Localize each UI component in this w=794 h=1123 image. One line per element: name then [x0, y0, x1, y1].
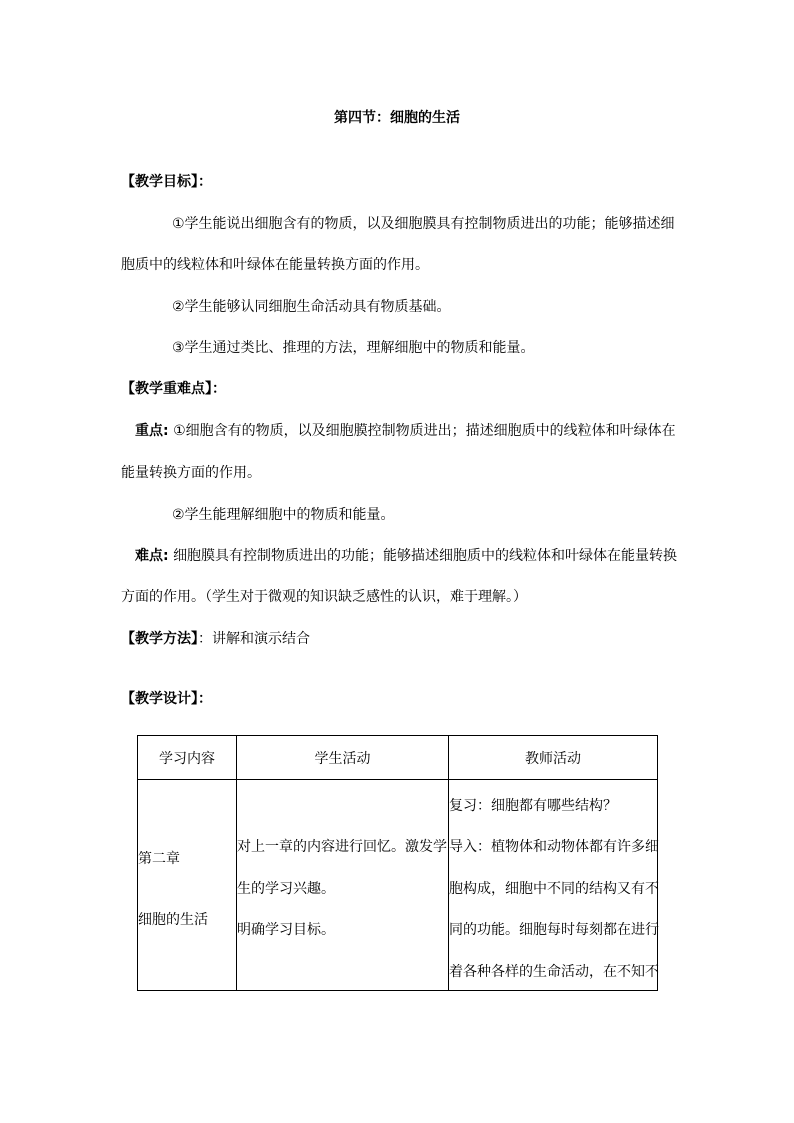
teacher-line-4: 同的功能。细胞每时每刻都在进行	[449, 922, 659, 938]
focus-label: 重点:	[135, 423, 169, 439]
difficulty-line-1	[135, 545, 677, 565]
difficulty-line-2: 方面的作用。（学生对于微观的知识缺乏感性的认识，难于理解。）	[121, 589, 527, 605]
methods-line	[121, 628, 310, 648]
key-points-heading-colon: ：	[212, 381, 226, 397]
cell-teacher-activity	[449, 780, 658, 991]
objectives-heading-label: 【教学目标】	[121, 174, 198, 190]
cell-student-activity	[237, 780, 449, 991]
design-heading	[121, 688, 212, 708]
teacher-line-1: 复习：细胞都有哪些结构？	[449, 798, 617, 814]
teacher-line-3: 胞构成，细胞中不同的结构又有不	[449, 881, 659, 897]
header-student-activity: 学生活动	[237, 736, 449, 780]
cell-content	[138, 780, 237, 991]
content-line-2: 细胞的生活	[138, 912, 208, 928]
focus-line-3: ②学生能理解细胞中的物质和能量。	[172, 507, 395, 523]
key-points-heading	[121, 378, 226, 398]
design-heading-label: 【教学设计】	[121, 691, 198, 707]
student-line-3: 明确学习目标。	[237, 922, 335, 938]
objectives-heading-colon: ：	[198, 174, 212, 190]
difficulty-text-1: 细胞膜具有控制物质进出的功能；能够描述细胞质中的线粒体和叶绿体在能量转换	[173, 548, 678, 564]
objectives-heading	[121, 171, 212, 191]
teacher-line-2: 导入：植物体和动物体都有许多细	[449, 839, 659, 855]
table-row	[138, 780, 658, 991]
header-content: 学习内容	[138, 736, 237, 780]
content-line-1: 第二章	[138, 851, 180, 867]
lesson-design-table	[137, 735, 658, 991]
student-line-1: 对上一章的内容进行回忆。激发学	[237, 839, 447, 855]
table-header-row	[138, 736, 658, 780]
methods-text: ：讲解和演示结合	[198, 631, 310, 647]
design-heading-colon: ：	[198, 691, 212, 707]
methods-heading: 【教学方法】	[121, 631, 198, 647]
header-teacher-activity: 教师活动	[449, 736, 658, 780]
focus-line-1	[135, 420, 676, 440]
student-line-2: 生的学习兴趣。	[237, 881, 335, 897]
focus-line-2: 能量转换方面的作用。	[121, 465, 261, 481]
objective-line-2: 胞质中的线粒体和叶绿体在能量转换方面的作用。	[121, 257, 429, 273]
teacher-line-5: 着各种各样的生命活动，在不知不	[449, 964, 659, 980]
objective-line-3: ②学生能够认同细胞生命活动具有物质基础。	[172, 299, 451, 315]
objective-line-1: ①学生能说出细胞含有的物质，以及细胞膜具有控制物质进出的功能；能够描述细	[172, 216, 675, 232]
focus-text-1: ①细胞含有的物质，以及细胞膜控制物质进出；描述细胞质中的线粒体和叶绿体在	[173, 423, 676, 439]
key-points-heading-label: 【教学重难点】	[121, 381, 212, 397]
objective-line-4: ③学生通过类比、推理的方法，理解细胞中的物质和能量。	[172, 340, 535, 356]
page-title: 第四节：细胞的生活	[334, 110, 460, 126]
difficulty-label: 难点:	[135, 548, 169, 564]
